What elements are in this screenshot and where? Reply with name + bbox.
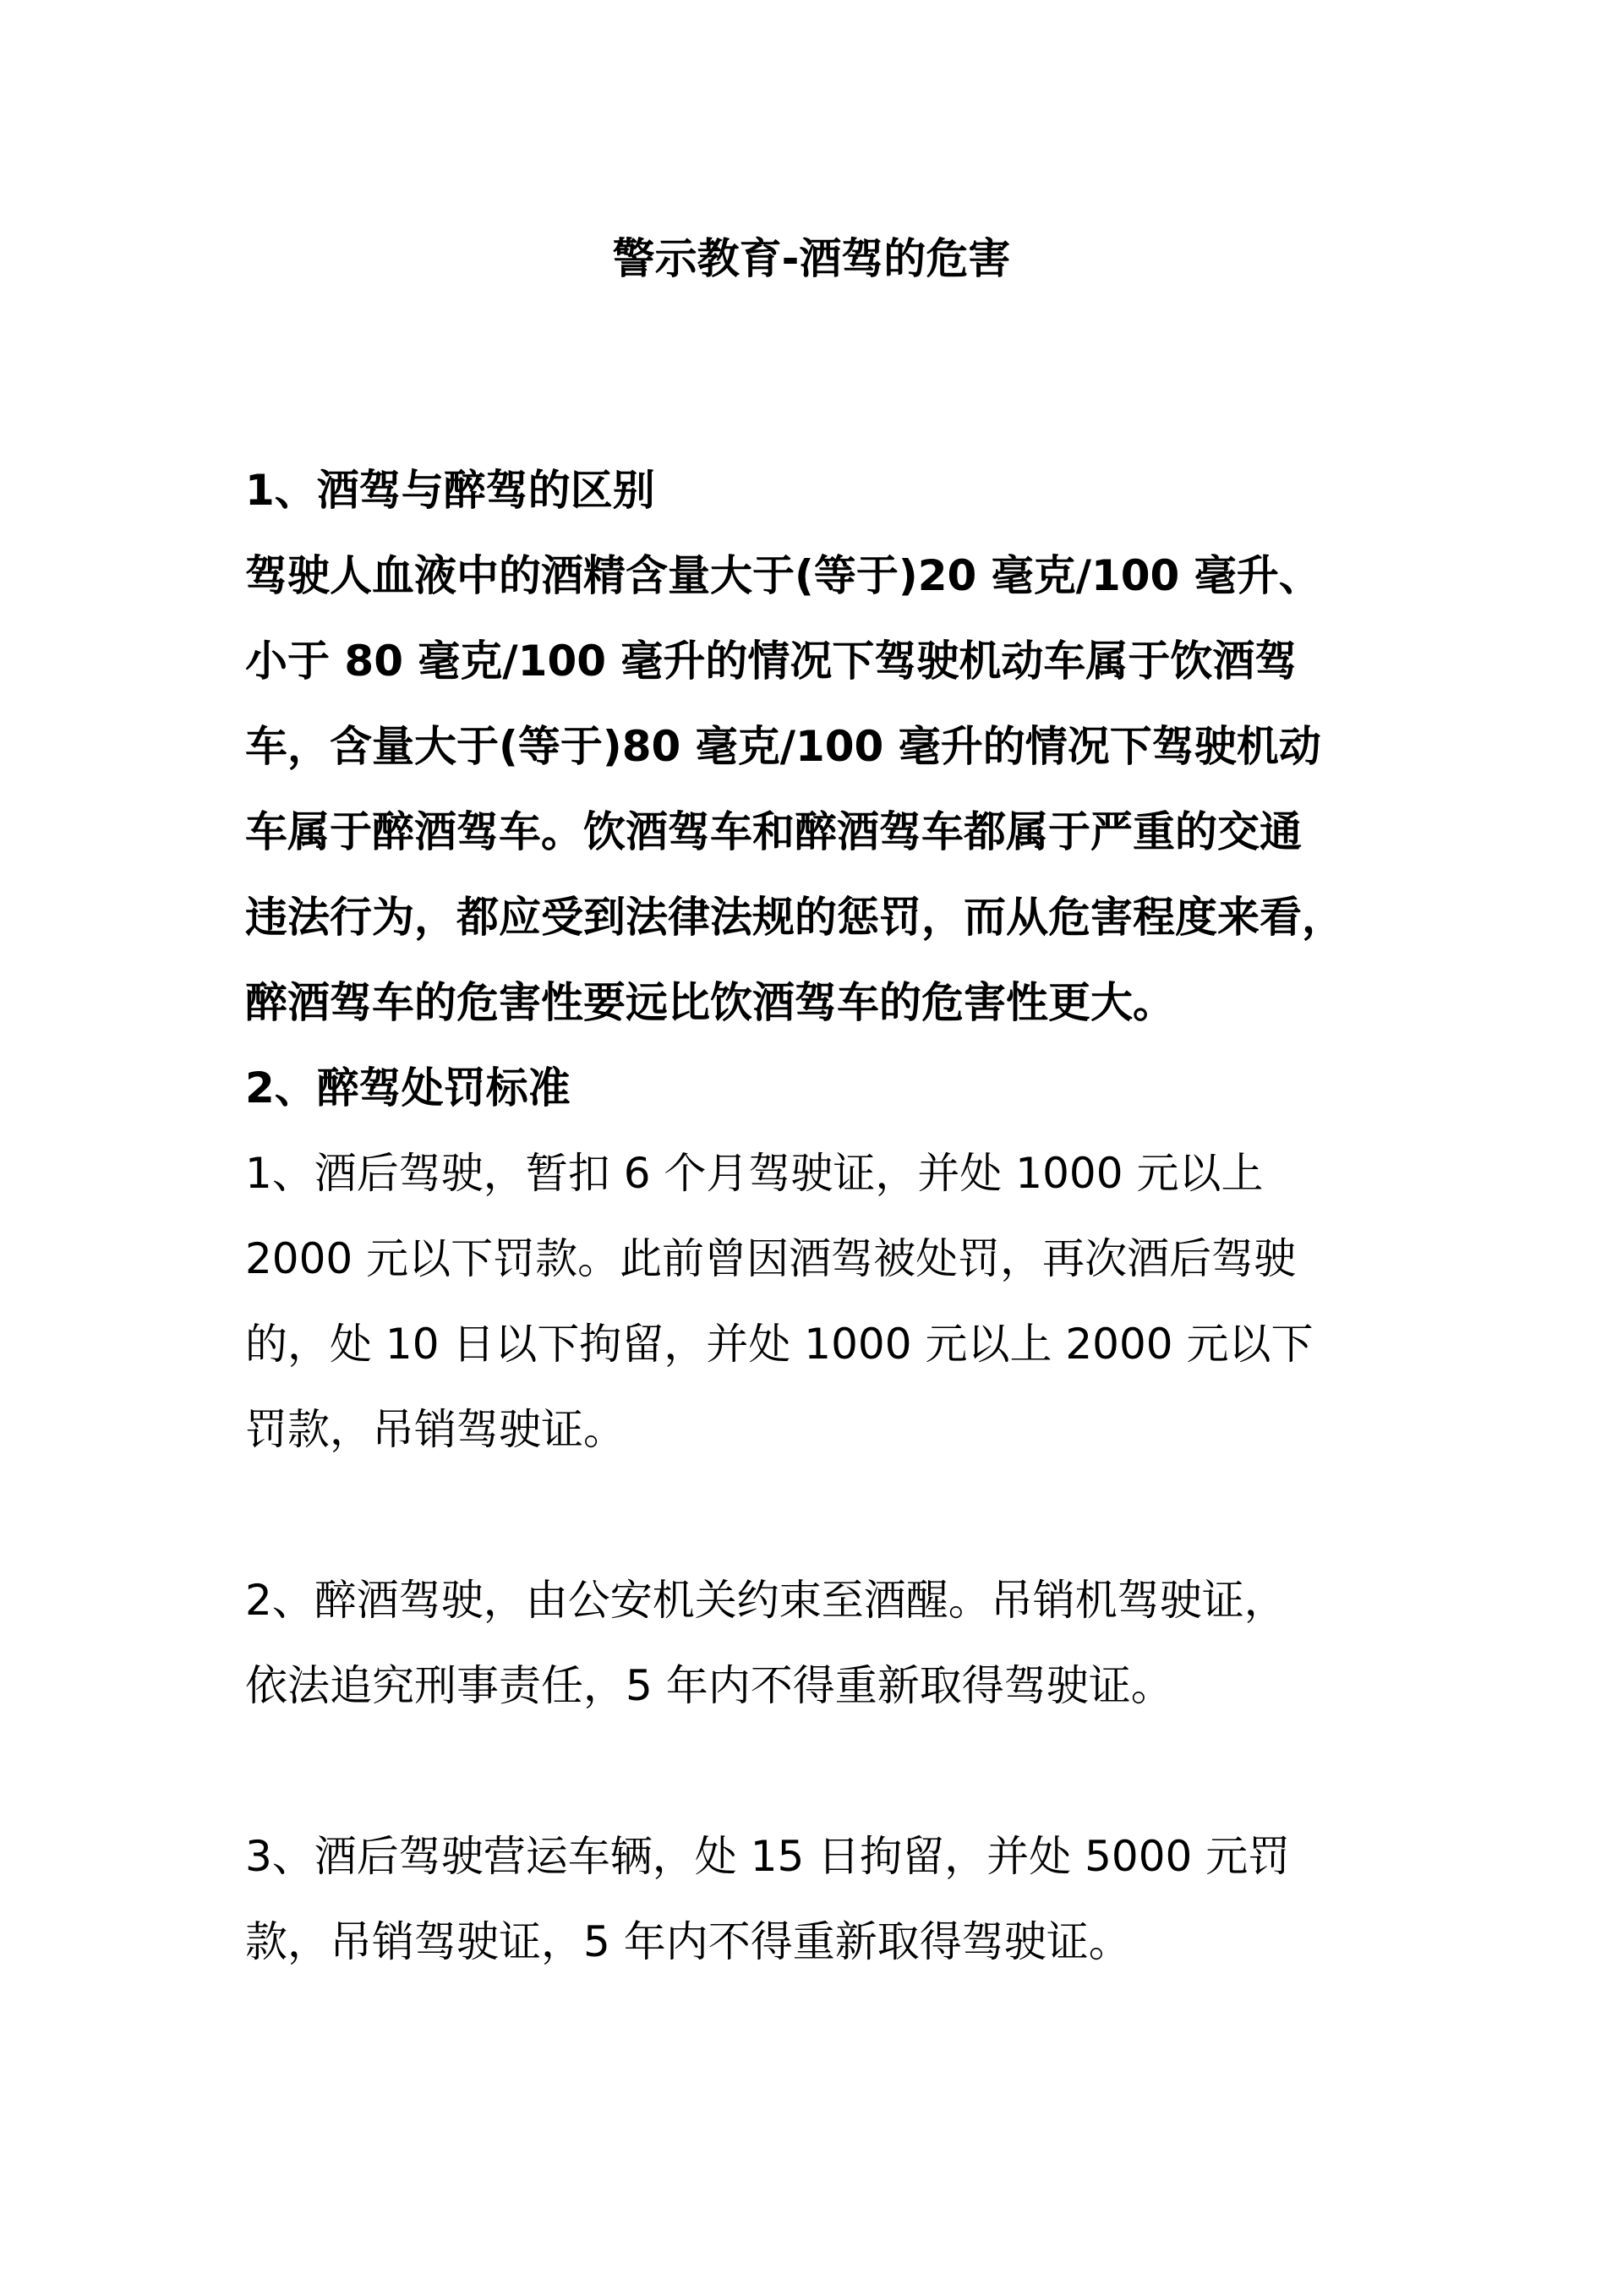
paragraph-line: 款，吊销驾驶证，5 年内不得重新取得驾驶证。 bbox=[245, 1917, 1131, 1966]
section-heading: 2、醉驾处罚标准 bbox=[245, 1063, 571, 1112]
document-body bbox=[245, 448, 1395, 1985]
paragraph-line: 1、酒后驾驶，暂扣 6 个月驾驶证，并处 1000 元以上 bbox=[245, 1149, 1264, 1198]
paragraph-line: 2000 元以下罚款。此前曾因酒驾被处罚，再次酒后驾驶 bbox=[245, 1234, 1297, 1283]
paragraph-line: 的，处 10 日以下拘留，并处 1000 元以上 2000 元以下 bbox=[245, 1320, 1314, 1369]
paragraph-line: 2、醉酒驾驶，由公安机关约束至酒醒。吊销机驾驶证， bbox=[245, 1576, 1287, 1625]
document-title: 警示教育-酒驾的危害 bbox=[612, 234, 1011, 283]
paragraph-line: 依法追究刑事责任，5 年内不得重新取得驾驶证。 bbox=[245, 1661, 1173, 1710]
paragraph-line: 3、酒后驾驶营运车辆，处 15 日拘留，并处 5000 元罚 bbox=[245, 1832, 1291, 1881]
paragraph-line: 车，含量大于(等于)80 毫克/100 毫升的情况下驾驶机动 bbox=[245, 722, 1321, 771]
paragraph-line: 小于 80 毫克/100 毫升的情况下驾驶机动车属于饮酒驾 bbox=[245, 637, 1298, 686]
section-heading: 1、酒驾与醉驾的区别 bbox=[245, 466, 655, 515]
paragraph-line: 罚款，吊销驾驶证。 bbox=[245, 1405, 626, 1454]
paragraph-gap bbox=[245, 1729, 1395, 1814]
paragraph-line: 醉酒驾车的危害性要远比饮酒驾车的危害性更大。 bbox=[245, 978, 1175, 1027]
paragraph-line: 车属于醉酒驾车。饮酒驾车和醉酒驾车都属于严重的交通 bbox=[245, 807, 1302, 856]
paragraph-gap bbox=[245, 1473, 1395, 1558]
paragraph-line: 驾驶人血液中的酒精含量大于(等于)20 毫克/100 毫升、 bbox=[245, 551, 1321, 600]
paragraph-line: 违法行为，都应受到法律法规的惩罚，而从危害程度来看， bbox=[245, 893, 1344, 942]
